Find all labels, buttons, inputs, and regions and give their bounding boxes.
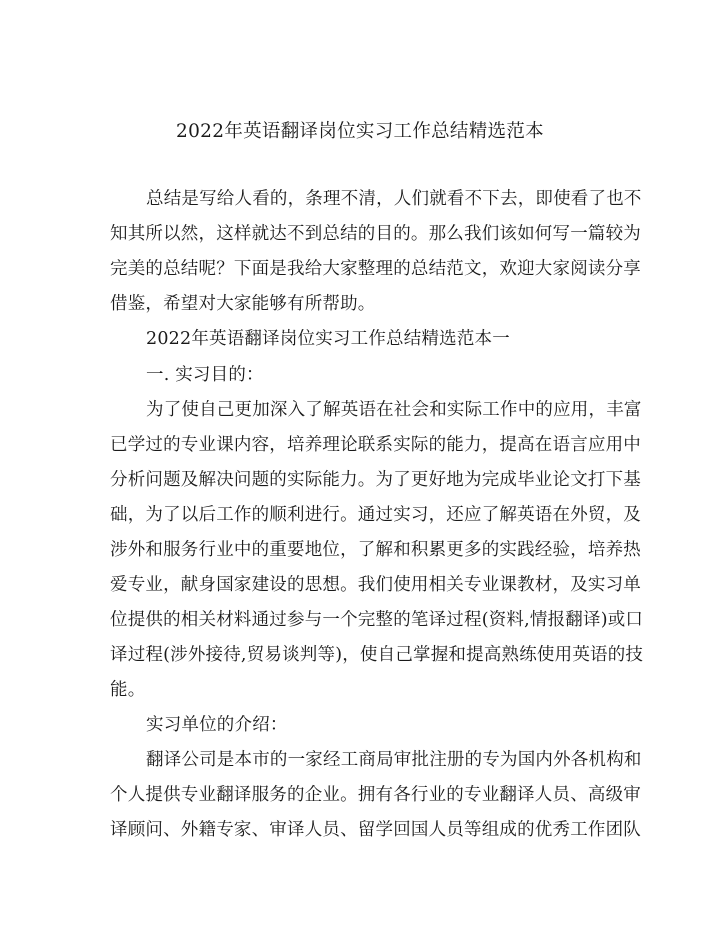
paragraph-line: 借鉴，希望对大家能够有所帮助。 xyxy=(110,294,376,314)
paragraph-line: 位提供的相关材料通过参与一个完整的笔译过程(资料,情报翻译)或口 xyxy=(110,610,644,630)
paragraph-line: 知其所以然，这样就达不到总结的目的。那么我们该如何写一篇较为 xyxy=(110,224,641,244)
paragraph-line: 分析问题及解决问题的实际能力。为了更好地为完成毕业论文打下基 xyxy=(110,470,641,490)
paragraph-line: 能。 xyxy=(110,680,146,700)
section-heading: 一. 实习目的： xyxy=(146,365,264,385)
paragraph-line: 译顾问、外籍专家、审译人员、留学回国人员等组成的优秀工作团队 xyxy=(110,820,641,840)
paragraph-line: 个人提供专业翻译服务的企业。拥有各行业的专业翻译人员、高级审 xyxy=(110,785,641,805)
paragraph-line: 总结是写给人看的，条理不清，人们就看不下去，即使看了也不 xyxy=(146,189,642,209)
paragraph-line: 完美的总结呢？下面是我给大家整理的总结范文，欢迎大家阅读分享 xyxy=(110,259,641,279)
section-heading: 实习单位的介绍： xyxy=(146,715,288,735)
paragraph-line: 翻译公司是本市的一家经工商局审批注册的专为国内外各机构和 xyxy=(146,750,642,770)
paragraph-line: 已学过的专业课内容，培养理论联系实际的能力，提高在语言应用中 xyxy=(110,435,641,455)
paragraph-line: 译过程(涉外接待,贸易谈判等)，使自己掌握和提高熟练使用英语的技 xyxy=(110,645,644,665)
document-title: 2022年英语翻译岗位实习工作总结精选范本 xyxy=(176,121,544,142)
paragraph-line: 础，为了以后工作的顺利进行。通过实习，还应了解英语在外贸，及 xyxy=(110,505,641,525)
paragraph-line: 涉外和服务行业中的重要地位，了解和积累更多的实践经验，培养热 xyxy=(110,540,641,560)
paragraph-line: 为了使自己更加深入了解英语在社会和实际工作中的应用，丰富 xyxy=(146,400,642,420)
section-heading: 2022年英语翻译岗位实习工作总结精选范本一 xyxy=(146,329,510,349)
paragraph-line: 爱专业，献身国家建设的思想。我们使用相关专业课教材，及实习单 xyxy=(110,575,641,595)
